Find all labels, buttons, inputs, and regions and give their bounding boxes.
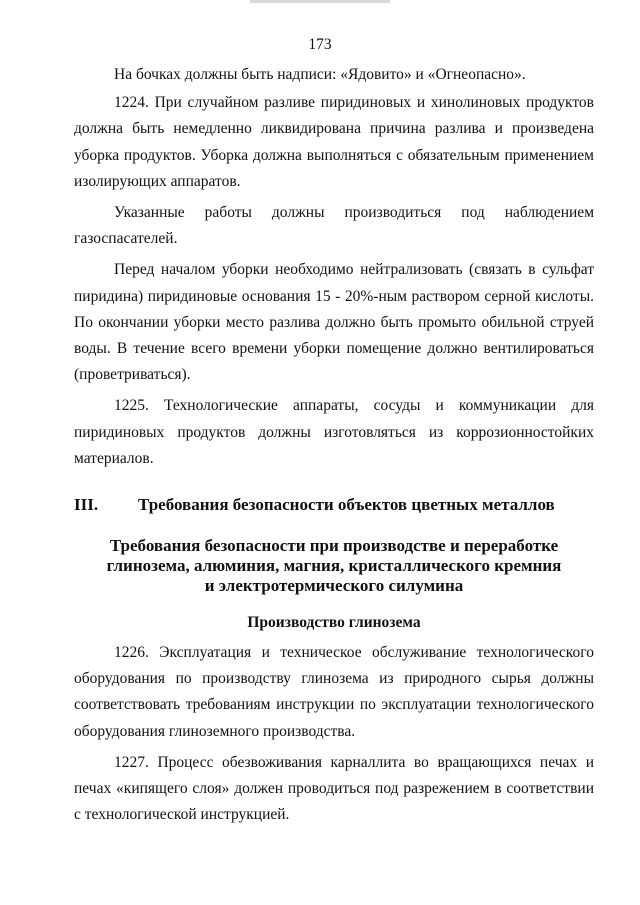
paragraph-1226: 1226. Эксплуатация и техническое обслуживание технологического оборудования по производству глинозема из природного сырья должны соответствовать требованиям инструкции по эксплуатации технологического оборудования глиноземного производства. (74, 644, 594, 740)
document-body (74, 62, 594, 828)
paragraph-1224: 1224. При случайном разливе пиридиновых и хинолиновых продуктов должна быть немедленно ликвидирована причина разлива и произведена уборка продуктов. Уборка должна выполняться с обязательным применением изолирующих аппаратов. (74, 94, 594, 190)
paragraph-gas-rescuers: Указанные работы должны производиться под наблюдением газоспасателей. (74, 204, 594, 248)
chapter-heading-line-2: глинозема, алюминия, магния, кристаллического кремния (106, 556, 562, 576)
chapter-heading-line-3: и электротермического силумина (204, 576, 464, 596)
subheading-alumina-production: Производство глинозема (247, 614, 421, 632)
chapter-heading-line-1: Требования безопасности при производстве и переработке (109, 536, 559, 556)
paragraph-1227: 1227. Процесс обезвоживания карналлита во вращающихся печах и печах «кипящего слоя» должен проводиться под разрежением в соответствии с технологической инструкцией. (74, 753, 594, 824)
section-heading (74, 494, 594, 516)
section-title: Требования безопасности объектов цветных металлов (138, 495, 555, 515)
paragraph-1225: 1225. Технологические аппараты, сосуды и коммуникации для пиридиновых продуктов должны изготовляться из коррозионностойких материалов. (74, 397, 594, 467)
section-number: III. (74, 495, 99, 515)
paragraph-barrel-labels: На бочках должны быть надписи: «Ядовито» и «Огнеопасно». (114, 66, 526, 83)
chapter-heading (74, 536, 594, 596)
scan-artifact (250, 0, 390, 3)
page-number: 173 (308, 36, 332, 53)
paragraph-neutralization: Перед началом уборки необходимо нейтрализовать (связать в сульфат пиридина) пиридиновые основания 15 - 20%-ным раствором серной кислоты. По окончании уборки место разлива должно быть промыто обильной струей воды. В течение всего времени уборки помещение должно вентилироваться (проветриваться). (74, 261, 594, 384)
